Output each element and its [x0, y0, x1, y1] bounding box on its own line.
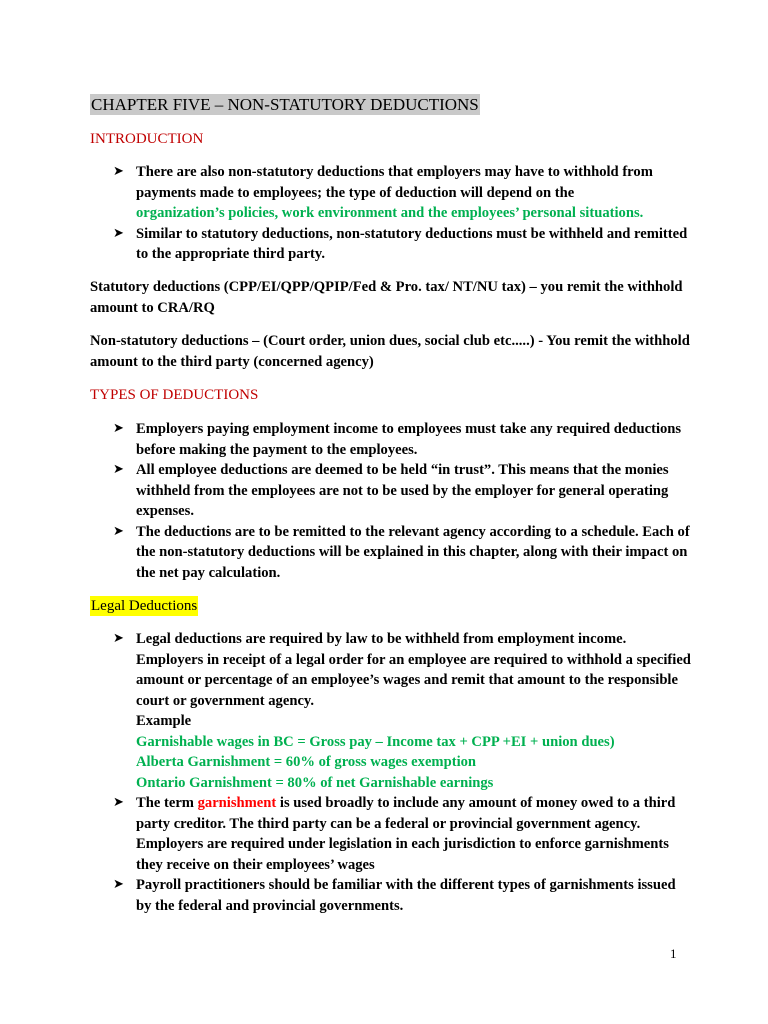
arrowhead-bullet-icon: ➤	[113, 631, 124, 646]
legal-deductions-heading: Legal Deductions	[91, 598, 198, 614]
list-item	[113, 522, 693, 584]
list-item	[113, 419, 693, 460]
bullet-text: is used broadly to include any amount of money owed to a third party creditor. The third party can be a federal or provincial government agency. Employers are required under legislation in each jurisdiction to enforce garnishments they receive on their employees’ wages	[136, 795, 676, 873]
garnishment-term: garnishment	[197, 795, 277, 811]
list-item	[113, 629, 693, 793]
page-title: CHAPTER FIVE – NON-STATUTORY DEDUCTIONS	[91, 95, 479, 114]
bullet-text: Employers paying employment income to employees must take any required deductions before making the payment to the employees.	[136, 421, 682, 458]
list-item	[113, 162, 693, 224]
green-highlighted-text: organization’s policies, work environment and the employees’ personal situations.	[136, 205, 644, 221]
bullet-text: Legal deductions are required by law to be withheld from employment income. Employers in receipt of a legal order for an employee are required to withhold a specified amount or percentage of an employee’s wages and remit that amount to the responsible court or government agency.	[136, 631, 691, 709]
list-item	[113, 224, 693, 265]
legal-list	[113, 629, 693, 916]
bullet-text: All employee deductions are deemed to be held “in trust”. This means that the monies withheld from the employees are not to be used by the employer for general operating expenses.	[136, 462, 669, 519]
arrowhead-bullet-icon: ➤	[113, 877, 124, 892]
arrowhead-bullet-icon: ➤	[113, 421, 124, 436]
non-statutory-note: Non-statutory deductions – (Court order, union dues, social club etc.....) - You remit the withhold amount to the third party (concerned agency)	[90, 333, 690, 370]
types-list	[113, 419, 693, 583]
example-line: Garnishable wages in BC = Gross pay – Income tax + CPP +EI + union dues)	[136, 733, 615, 750]
bullet-text: The deductions are to be remitted to the relevant agency according to a schedule. Each of the non-statutory deductions will be explained in this chapter, along with their impact on the net pay calculation.	[136, 523, 690, 581]
list-item	[113, 875, 693, 916]
arrowhead-bullet-icon: ➤	[113, 523, 124, 539]
list-item	[113, 793, 693, 875]
example-label: Example	[136, 713, 192, 729]
example-line: Ontario Garnishment = 80% of net Garnishable earnings	[136, 774, 494, 791]
arrowhead-bullet-icon: ➤	[113, 164, 124, 179]
bullet-text: Similar to statutory deductions, non-statutory deductions must be withheld and remitted to the appropriate third party.	[136, 225, 688, 262]
arrowhead-bullet-icon: ➤	[113, 462, 124, 477]
bullet-text: The term	[136, 795, 194, 811]
bullet-text: Payroll practitioners should be familiar with the different types of garnishments issued by the federal and provincial governments.	[136, 877, 676, 914]
types-heading: TYPES OF DEDUCTIONS	[90, 387, 259, 403]
example-line: Alberta Garnishment = 60% of gross wages exemption	[136, 754, 477, 770]
arrowhead-bullet-icon: ➤	[113, 225, 124, 241]
introduction-heading: INTRODUCTION	[90, 131, 204, 147]
list-item	[113, 460, 693, 522]
arrowhead-bullet-icon: ➤	[113, 795, 124, 810]
statutory-note: Statutory deductions (CPP/EI/QPP/QPIP/Fed & Pro. tax/ NT/NU tax) – you remit the withhold amount to CRA/RQ	[90, 279, 683, 316]
page-number: 1	[670, 946, 677, 961]
bullet-text: There are also non-statutory deductions that employers may have to withhold from payments made to employees; the type of deduction will depend on the	[136, 164, 653, 201]
introduction-list	[113, 162, 693, 265]
